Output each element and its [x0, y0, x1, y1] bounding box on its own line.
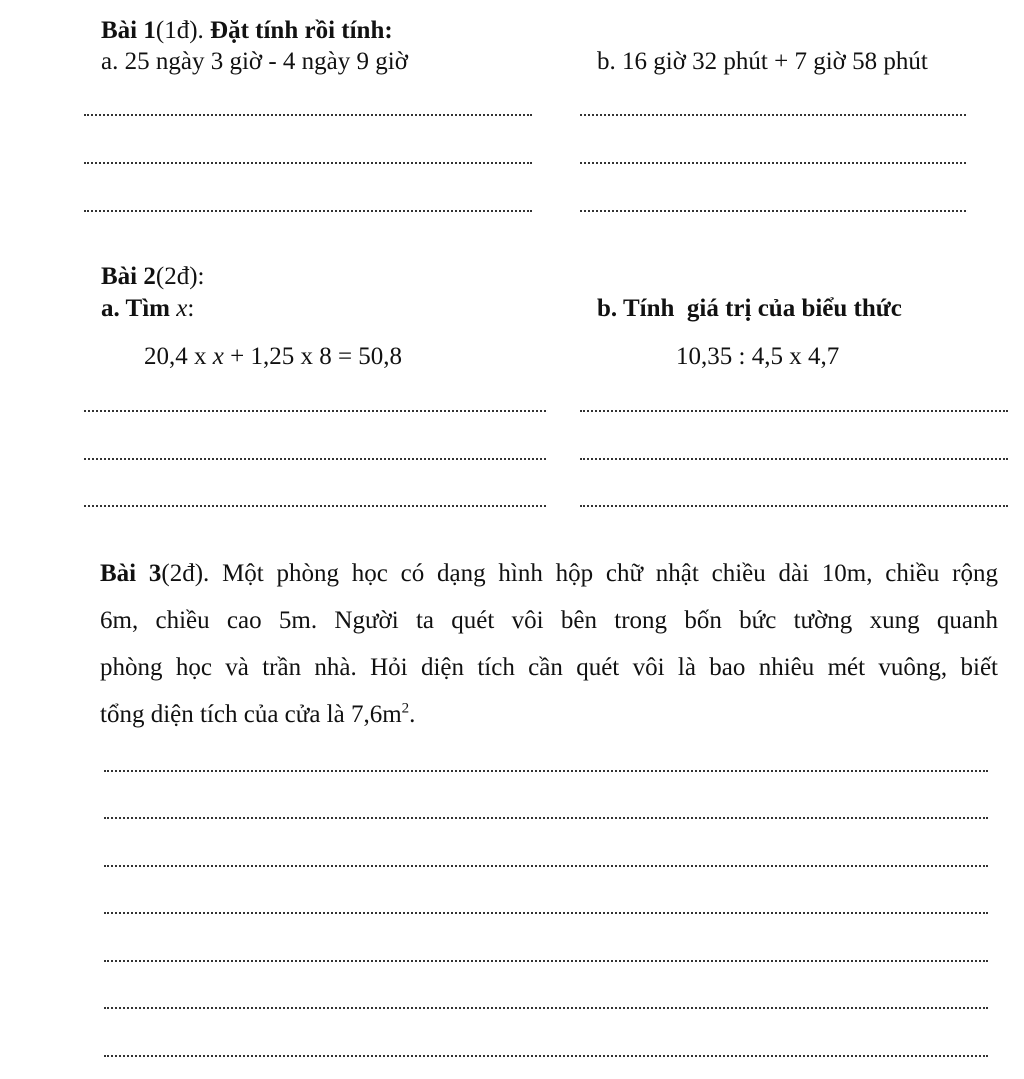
- bai3-number: Bài 3: [100, 560, 162, 587]
- bai3-points: (2đ).: [161, 560, 210, 587]
- bai1-part-a: a. 25 ngày 3 giờ - 4 ngày 9 giờ: [101, 48, 408, 75]
- bai2-heading: [101, 262, 204, 292]
- bai2-expression: 10,35 : 4,5 x 4,7: [676, 343, 840, 370]
- bai2-part-a: [101, 294, 194, 324]
- bai2-equation-left: 20,4 x: [144, 343, 213, 370]
- bai1-number: Bài 1: [101, 17, 156, 44]
- bai3-line-1-text: Một phòng học có dạng hình hộp chữ nhật chiều dài 10m, chiều rộng: [222, 560, 999, 587]
- bai1-answer-line-a1[interactable]: [84, 114, 532, 116]
- bai1-answer-line-b3[interactable]: [580, 210, 966, 212]
- bai1-task: Đặt tính rồi tính:: [210, 17, 393, 44]
- bai3-line-3: phòng học và trần nhà. Hỏi diện tích cần quét vôi là bao nhiêu mét vuông, biết: [100, 654, 998, 681]
- bai2-part-a-label: a. Tìm: [101, 295, 170, 322]
- bai1-answer-line-b1[interactable]: [580, 114, 966, 116]
- bai3-line-1: [100, 550, 998, 597]
- bai2-equation: [144, 342, 402, 372]
- bai3-line-4-end: .: [409, 701, 416, 728]
- bai2-part-a-var: x: [176, 295, 188, 322]
- bai2-equation-var: x: [212, 343, 224, 370]
- bai1-answer-line-b2[interactable]: [580, 162, 966, 164]
- bai3-line-4-text: tổng diện tích của cửa là 7,6m: [100, 701, 402, 728]
- bai3-answer-line-6[interactable]: [104, 1007, 988, 1009]
- bai3-answer-line-5[interactable]: [104, 960, 988, 962]
- bai1-points: (1đ).: [155, 17, 204, 44]
- bai3-answer-line-4[interactable]: [104, 912, 988, 914]
- bai3-answer-line-2[interactable]: [104, 817, 988, 819]
- bai2-number: Bài 2: [101, 263, 156, 290]
- bai3-answer-line-3[interactable]: [104, 865, 988, 867]
- bai3-answer-line-1[interactable]: [104, 770, 988, 772]
- bai2-equation-right: + 1,25 x 8 = 50,8: [223, 343, 403, 370]
- bai2-answer-line-a1[interactable]: [84, 410, 546, 412]
- bai3-area-exponent: 2: [401, 700, 410, 717]
- bai2-answer-line-b2[interactable]: [580, 458, 1008, 460]
- bai2-answer-line-a2[interactable]: [84, 458, 546, 460]
- bai1-heading: [101, 16, 393, 46]
- bai2-part-a-colon: :: [187, 295, 195, 322]
- bai1-part-b: b. 16 giờ 32 phút + 7 giờ 58 phút: [597, 48, 928, 75]
- bai2-points: (2đ):: [155, 263, 205, 290]
- bai2-answer-line-b3[interactable]: [580, 505, 1008, 507]
- bai3-line-2: 6m, chiều cao 5m. Người ta quét vôi bên trong bốn bức tường xung quanh: [100, 607, 998, 634]
- bai2-answer-line-a3[interactable]: [84, 505, 546, 507]
- bai1-answer-line-a2[interactable]: [84, 162, 532, 164]
- bai2-part-b-label: b. Tính giá trị của biểu thức: [597, 295, 902, 322]
- bai3-line-4: [100, 691, 998, 738]
- bai3-answer-line-7[interactable]: [104, 1055, 988, 1057]
- bai2-answer-line-b1[interactable]: [580, 410, 1008, 412]
- bai1-answer-line-a3[interactable]: [84, 210, 532, 212]
- bai3-problem: [100, 550, 998, 738]
